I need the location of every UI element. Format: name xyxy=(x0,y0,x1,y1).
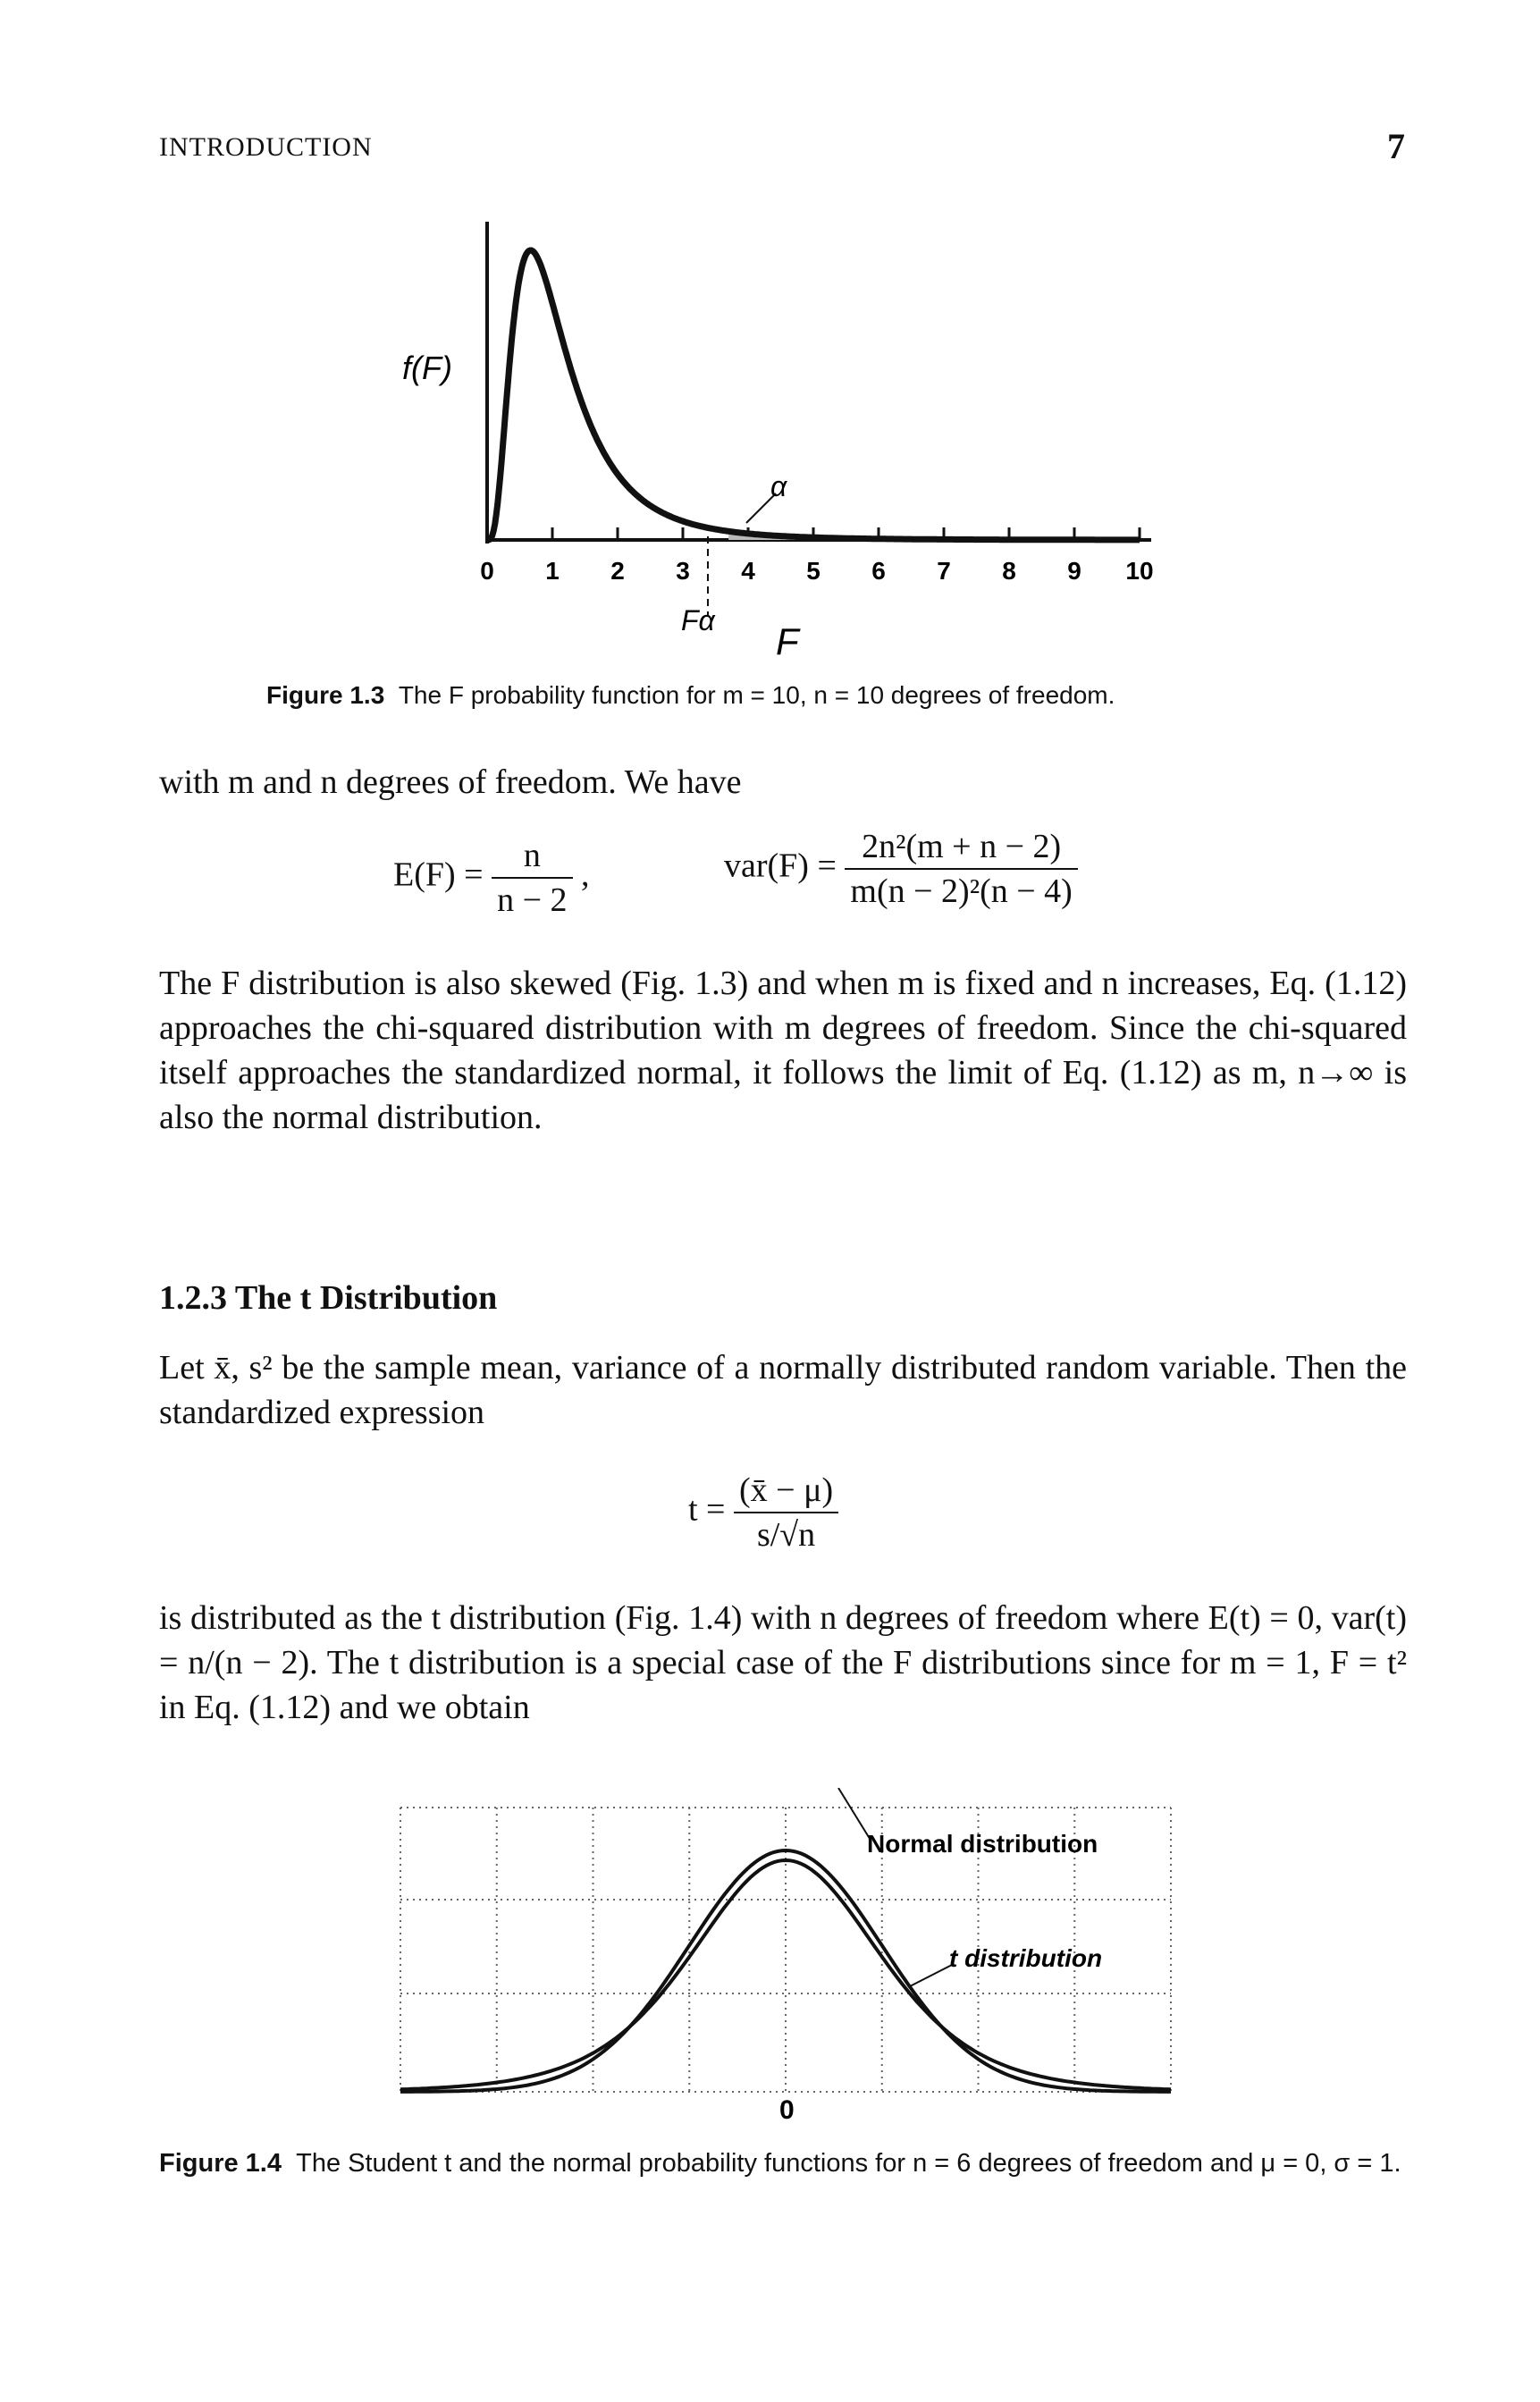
equation-expectation: E(F) = $\frac{n}{n - 2}$ , xyxy=(393,837,590,919)
f-tick-label: 7 xyxy=(937,557,951,585)
t-pointer xyxy=(910,1965,952,1986)
equation-t xyxy=(688,1471,838,1555)
f-tick-label: 5 xyxy=(806,557,820,585)
f-tick-label: 3 xyxy=(676,557,690,585)
intro-line: with m and n degrees of freedom. We have xyxy=(159,763,742,801)
eq-var-den: m(n − 2)²(n − 4) xyxy=(850,872,1073,910)
f-tick-label: 10 xyxy=(1125,557,1154,585)
f-density-curve xyxy=(487,250,1140,540)
eq-t-den: s/√n xyxy=(756,1516,816,1554)
equation-variance xyxy=(724,827,1078,911)
figure-1-4 xyxy=(0,1788,1540,2145)
f-tick-label: 1 xyxy=(545,557,560,585)
figure-1-3-caption xyxy=(266,681,1115,710)
caption-text: The F probability function for m = 10, n = 10 degrees of freedom. xyxy=(398,681,1115,709)
f-tick-label: 9 xyxy=(1067,557,1081,585)
eq-t-lhs: t = xyxy=(688,1490,726,1529)
caption-label: Figure 1.3 xyxy=(266,681,385,709)
f-tick-label: 2 xyxy=(610,557,625,585)
normal-label: Normal distribution xyxy=(867,1830,1098,1858)
page-number: 7 xyxy=(1387,126,1405,166)
paragraph-sample-mean: Let x̄, s² be the sample mean, variance of a normally distributed random variable. Then the standardized expression xyxy=(159,1349,1407,1431)
eq-t-num: (x̄ − μ) xyxy=(734,1471,838,1513)
eq-ef-lhs: E(F) = xyxy=(393,855,484,894)
f-alpha-label: Fα xyxy=(681,604,715,636)
f-tick-label: 4 xyxy=(741,557,755,585)
f-tick-label: 0 xyxy=(480,557,494,585)
caption-label: Figure 1.4 xyxy=(159,2149,282,2178)
section-heading: 1.2.3 The t Distribution xyxy=(159,1279,498,1317)
figure-1-3 xyxy=(0,0,1540,715)
f-tick-label: 8 xyxy=(1002,557,1016,585)
eq-ef-num: n xyxy=(492,836,572,879)
eq-var-num: 2n²(m + n − 2) xyxy=(845,827,1077,870)
paragraph-f-skew: The F distribution is also skewed (Fig. 1.3) and when m is fixed and n increases, Eq. (1.12) approaches the chi-squared distribution with m degrees of freedom. Since the chi-squared itself approaches the standardized normal, it follows the limit of Eq. (1.12) as m, n→∞ is also the normal distribution. xyxy=(159,965,1407,1136)
eq-var-lhs: var(F) = xyxy=(724,847,837,885)
paragraph-t-distribution: is distributed as the t distribution (Fig. 1.4) with n degrees of freedom where E(t) = 0, var(t) = n/(n − 2). The t distribution is a special case of the F distributions since for m = 1, F = t² in Eq. (1.12) and we obtain xyxy=(159,1599,1407,1726)
zero-label: 0 xyxy=(779,2095,795,2125)
f-xlabel: F xyxy=(776,620,799,662)
running-head: INTRODUCTION xyxy=(159,132,373,162)
f-ylabel: f(F) xyxy=(402,350,452,386)
t-label: t distribution xyxy=(949,1944,1103,1972)
figure-1-4-caption xyxy=(159,2145,1410,2181)
t-curve xyxy=(400,1860,1171,2089)
caption-text: The Student t and the normal probability functions for n = 6 degrees of freedom and μ = 0, σ = 1. xyxy=(296,2149,1401,2178)
eq-ef-den: n − 2 xyxy=(497,881,568,919)
f-tick-label: 6 xyxy=(871,557,886,585)
alpha-label: α xyxy=(770,470,787,502)
